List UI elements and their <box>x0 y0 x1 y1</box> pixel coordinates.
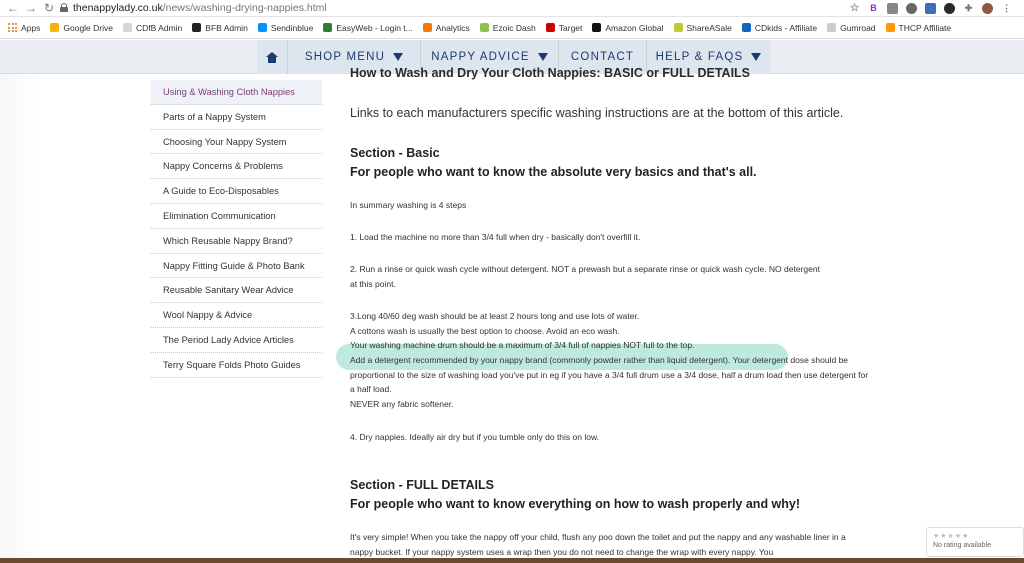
favicon-icon <box>674 23 683 32</box>
bookmark-label: CDfB Admin <box>135 22 183 33</box>
sidebar-item[interactable]: Elimination Communication <box>151 204 322 229</box>
section-full-subtitle: For people who want to know everything on how to wash properly and why! <box>350 497 801 511</box>
avatar[interactable] <box>982 3 993 14</box>
url-path: /news/washing-drying-nappies.html <box>162 2 327 14</box>
favicon-icon <box>323 23 332 32</box>
favicon-icon <box>742 23 751 32</box>
extension-b-icon[interactable]: B <box>870 3 877 13</box>
sidebar-item[interactable]: Using & Washing Cloth Nappies <box>151 80 322 105</box>
section-basic-subtitle: For people who want to know the absolute very basics and that's all. <box>350 165 757 179</box>
favicon-icon <box>546 23 555 32</box>
bookmark-item[interactable] <box>592 23 663 33</box>
bottom-bar <box>0 558 1024 563</box>
bookmark-label: Google Drive <box>63 22 113 33</box>
favicon-icon <box>192 23 201 32</box>
nav-label: CONTACT <box>570 51 635 63</box>
bookmark-label: Sendinblue <box>270 22 314 33</box>
bookmark-item[interactable] <box>323 23 412 33</box>
dropdown-triangle-icon <box>538 53 548 61</box>
bookmark-item[interactable] <box>546 23 583 33</box>
bookmark-label: Gumroad <box>840 22 876 33</box>
bookmark-label: EasyWeb - Login t... <box>336 22 413 33</box>
bookmark-label: BFB Admin <box>205 22 248 33</box>
bookmark-item[interactable] <box>258 23 314 33</box>
url-domain: thenappylady.co.uk <box>73 2 163 14</box>
rating-text: No rating available <box>933 542 991 549</box>
full-details-paragraph: It's very simple! When you take the nappy off your child, flush any poo down the toilet and put the nappy and any washable liner in a nappy bucket. If your nappy system uses a wrap then you do not need to change the wrap with every nappy. You <box>350 532 846 557</box>
nav-label: HELP & FAQS <box>655 51 744 63</box>
sidebar-item[interactable]: Which Reusable Nappy Brand? <box>151 229 322 254</box>
favicon-icon <box>886 23 895 32</box>
favicon-icon <box>258 23 267 32</box>
apps-grid-icon <box>8 23 17 32</box>
lock-icon <box>60 3 68 12</box>
home-link[interactable] <box>257 40 288 74</box>
step-3-line-3: Your washing machine drum should be a maximum of 3/4 full of nappies NOT full to the top. <box>350 340 695 350</box>
sidebar-item[interactable]: Choosing Your Nappy System <box>151 130 322 155</box>
extension-blue-icon[interactable] <box>925 3 936 14</box>
bookmark-label: Ezoic Dash <box>492 22 536 33</box>
favicon-icon <box>827 23 836 32</box>
bookmark-item[interactable] <box>123 23 182 33</box>
sidebar-item[interactable]: Terry Square Folds Photo Guides <box>151 353 322 378</box>
section-full-title: Section - FULL DETAILS <box>350 478 494 492</box>
highlighted-text: Add a detergent recommended by your nappy brand (commonly powder rather than liquid detergent). <box>350 355 731 365</box>
page-edge-shade <box>0 74 40 558</box>
favicon-icon <box>423 23 432 32</box>
extension-icons <box>849 2 1012 15</box>
bookmark-item[interactable] <box>674 23 732 33</box>
back-arrow-icon[interactable]: ← <box>7 1 19 15</box>
step-3-line-5: NEVER any fabric softener. <box>350 399 454 409</box>
rating-stars: ★★★★★ <box>933 533 970 540</box>
forward-arrow-icon[interactable]: → <box>25 1 37 15</box>
detergent-dose-text: Your detergent dose should be proportional to the size of washing load you've put in eg if you have a 3/4 full drum use a 3/4 dose, half a drum load then use detergent for a half load. <box>350 355 869 395</box>
step-4: 4. Dry nappies. Ideally air dry but if you tumble only do this on low. <box>350 432 599 442</box>
step-2: 2. Run a rinse or quick wash cycle without detergent. NOT a prewash but a separate rinse or quick wash cycle. NO detergent at this point. <box>350 264 820 289</box>
bookmarks-bar <box>0 17 1024 39</box>
bookmark-label: ShareASale <box>686 22 732 33</box>
bookmark-item[interactable] <box>742 23 817 33</box>
nav-label: NAPPY ADVICE <box>431 51 530 63</box>
bookmark-item[interactable] <box>423 23 470 33</box>
sidebar-item[interactable]: Reusable Sanitary Wear Advice <box>151 278 322 303</box>
star-icon[interactable]: ☆ <box>849 2 860 14</box>
address-bar[interactable] <box>73 2 327 15</box>
article-heading: How to Wash and Dry Your Cloth Nappies: BASIC or FULL DETAILS <box>350 66 751 80</box>
favicon-icon <box>50 23 59 32</box>
step-3-detergent <box>350 353 870 397</box>
nav-label: SHOP MENU <box>304 51 386 63</box>
bookmark-label: Amazon Global <box>605 22 664 33</box>
step-3-line-1: 3.Long 40/60 deg wash should be at least 2 hours long and use lots of water. <box>350 311 640 321</box>
extension-circle-icon[interactable] <box>906 3 917 14</box>
sidebar-item[interactable]: Wool Nappy & Advice <box>151 303 322 328</box>
bookmark-item[interactable] <box>8 23 40 33</box>
bookmark-label: Analytics <box>435 22 470 33</box>
sidebar-item[interactable]: Nappy Concerns & Problems <box>151 154 322 179</box>
favicon-icon <box>592 23 601 32</box>
extension-dark-icon[interactable] <box>944 3 955 14</box>
bookmark-label: CDkids - Affiliate <box>754 22 818 33</box>
sidebar-item[interactable]: The Period Lady Advice Articles <box>151 328 322 353</box>
article-lead: Links to each manufacturers specific washing instructions are at the bottom of this article. <box>350 106 844 120</box>
browser-toolbar <box>0 0 1024 17</box>
bookmark-label: Apps <box>21 22 41 33</box>
bookmark-label: Target <box>558 22 583 33</box>
bookmark-label: THCP Affiliate <box>898 22 952 33</box>
bookmark-item[interactable] <box>480 23 536 33</box>
dropdown-triangle-icon <box>393 53 403 61</box>
puzzle-icon[interactable]: ✚ <box>964 3 973 13</box>
extension-icon[interactable] <box>887 3 898 14</box>
step-1: 1. Load the machine no more than 3/4 full when dry - basically don't overfill it. <box>350 232 641 242</box>
step-3-line-2: A cottons wash is usually the best option to choose. Avoid an eco wash. <box>350 326 620 336</box>
summary-text: In summary washing is 4 steps <box>350 200 467 210</box>
reload-icon[interactable]: ↻ <box>43 1 55 15</box>
home-icon <box>266 52 278 63</box>
sidebar <box>151 80 322 378</box>
sidebar-item[interactable]: Parts of a Nappy System <box>151 105 322 130</box>
bookmark-item[interactable] <box>192 23 248 33</box>
bookmark-item[interactable] <box>50 23 113 33</box>
sidebar-item[interactable]: Nappy Fitting Guide & Photo Bank <box>151 254 322 279</box>
favicon-icon <box>480 23 489 32</box>
sidebar-item[interactable]: A Guide to Eco-Disposables <box>151 179 322 204</box>
section-basic-title: Section - Basic <box>350 146 440 160</box>
dropdown-triangle-icon <box>751 53 761 61</box>
bookmark-item[interactable] <box>827 23 875 33</box>
bookmark-item[interactable] <box>886 23 952 33</box>
rating-widget[interactable] <box>926 527 1024 557</box>
more-menu-icon[interactable]: ⋮ <box>1002 3 1011 13</box>
favicon-icon <box>123 23 132 32</box>
